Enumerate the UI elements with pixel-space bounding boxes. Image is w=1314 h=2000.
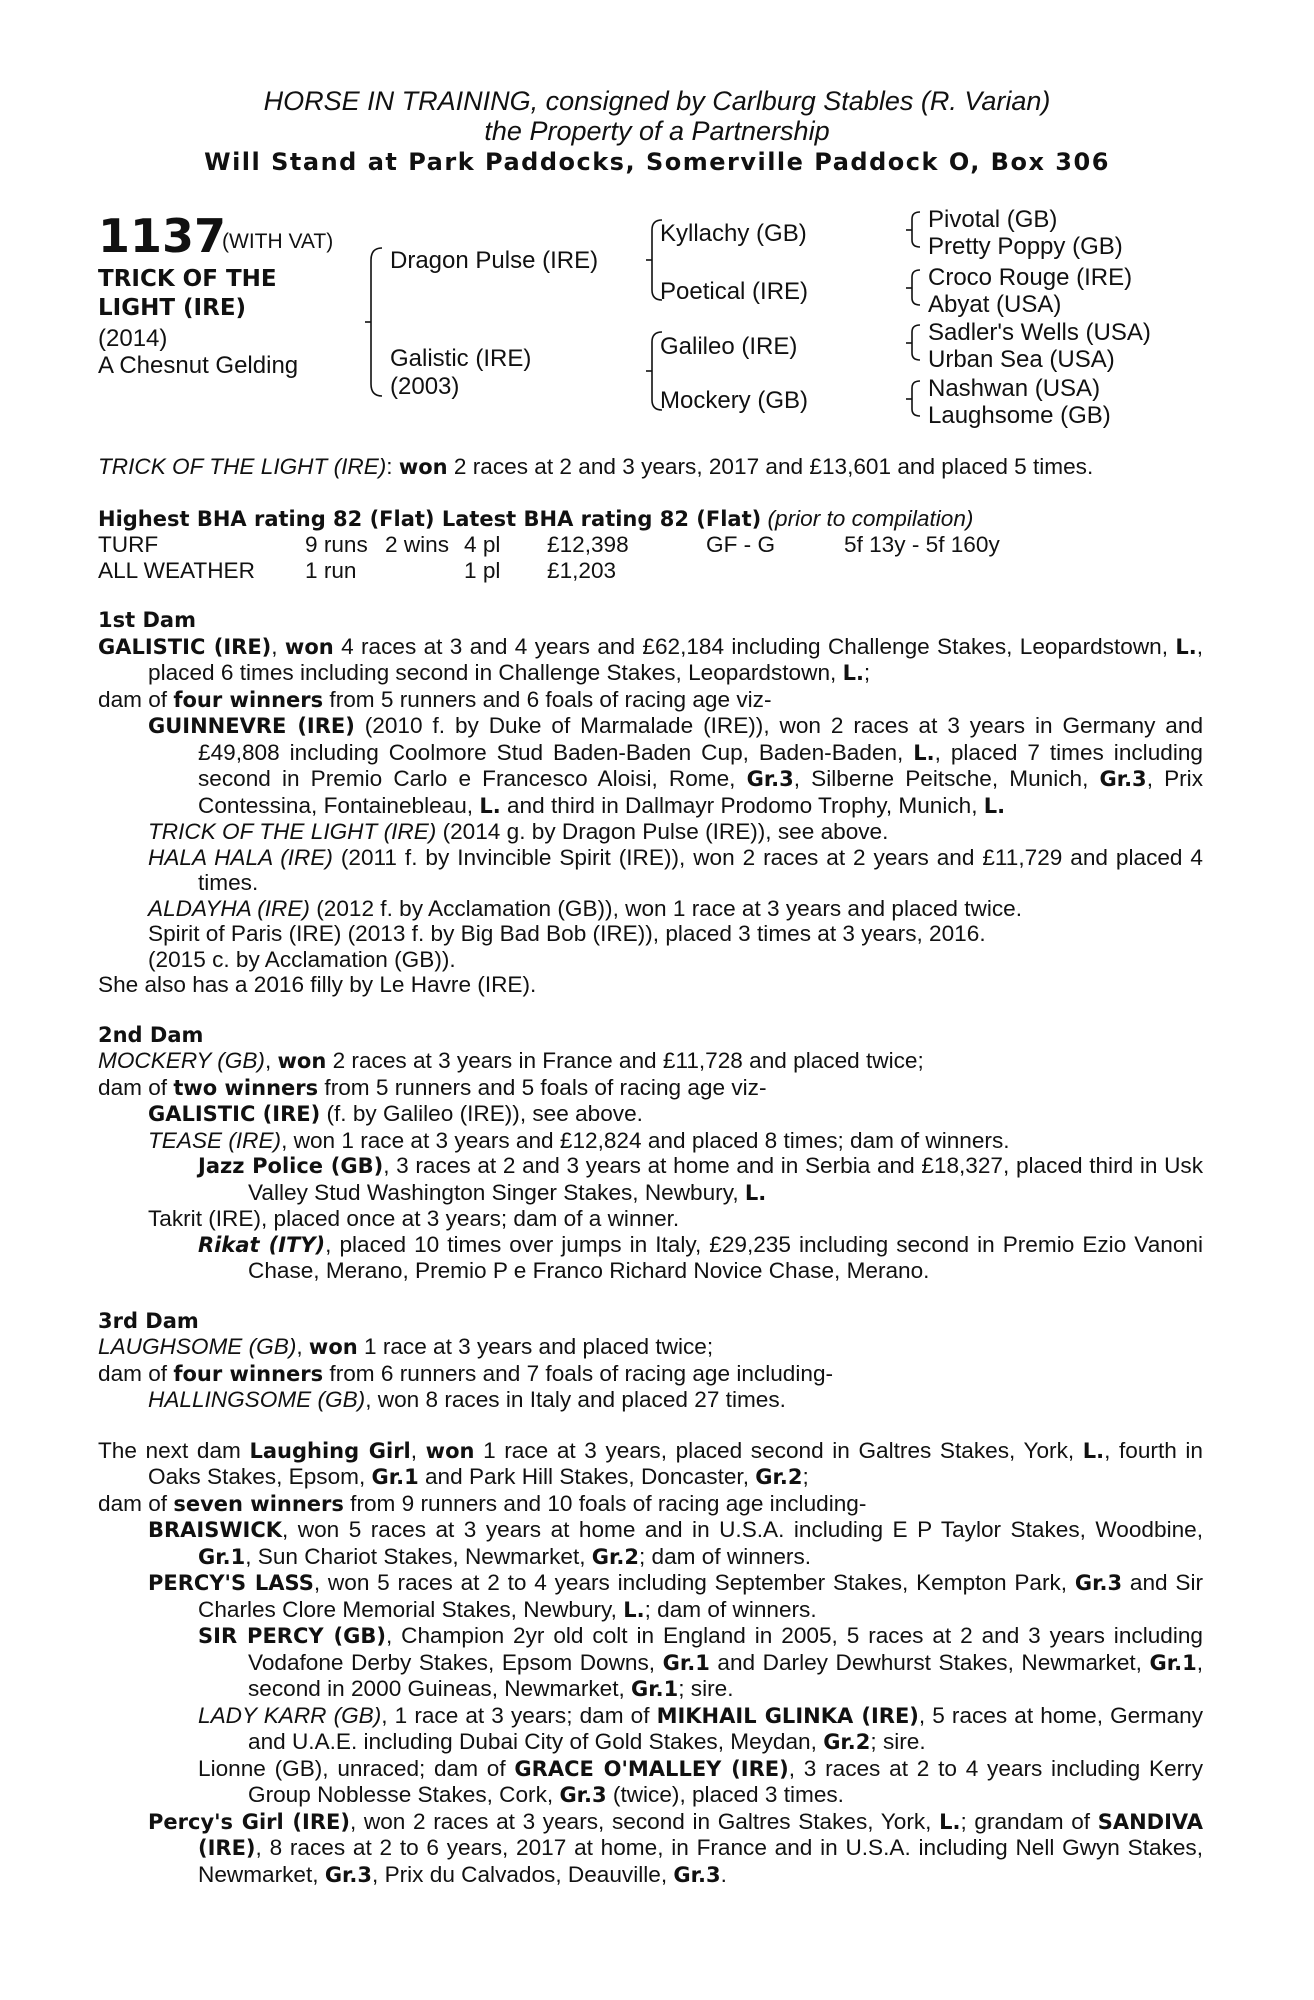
d3o1-text: , won 8 races in Italy and placed 27 times.	[365, 1387, 786, 1412]
second-dam-produce	[98, 1075, 1203, 1102]
summary-colon: :	[386, 454, 399, 479]
ndo6-listed: L.	[939, 1809, 961, 1834]
dam3-sep: ,	[296, 1334, 309, 1359]
turf-placed: 4 pl	[464, 532, 501, 557]
ndo5-text-c: (twice), placed 3 times.	[606, 1782, 844, 1807]
o2-text: (2014 g. by Dragon Pulse (IRE)), see above.	[436, 819, 889, 844]
o1-group-2: Gr.3	[1099, 767, 1147, 791]
dam1-sep: ,	[271, 633, 285, 659]
nd-name: Laughing Girl	[249, 1438, 411, 1463]
o1-text-b: , placed 7 times including second in Premio Carlo e Francesco Aloisi, Rome,	[198, 739, 1203, 791]
ndo4-text-c: ; sire.	[870, 1729, 926, 1754]
d2o5-text: , placed 10 times over jumps in Italy, £29,235 including second in Premio Ezio Vanoni Chase, Merano, Premio P e Franco Richard Novice Chase, Merano.	[248, 1231, 1203, 1283]
horse-name-line1: TRICK OF THE	[98, 266, 277, 292]
d2o1-name: GALISTIC (IRE)	[148, 1102, 321, 1126]
nd-group-1: Gr.1	[371, 1465, 419, 1489]
nd-text-a: The next dam	[98, 1437, 250, 1463]
dam3-produce-b: from 6 runners and 7 foals of racing age including-	[323, 1360, 834, 1386]
dam3-produce-a: dam of	[98, 1360, 174, 1386]
aw-prize: £1,203	[547, 557, 617, 583]
ndo2-group: Gr.3	[1074, 1571, 1123, 1595]
o4-name: ALDAYHA (IRE)	[148, 895, 310, 921]
dam1-text-a: 4 races at 3 and 4 years and £62,184 including Challenge Stakes, Leopardstown,	[333, 633, 1176, 659]
dam1-text-c: ;	[863, 660, 871, 685]
pedigree-dam-sire: Galileo (IRE)	[660, 333, 798, 360]
dam1-won: won	[284, 634, 334, 659]
ndo4-group: Gr.2	[823, 1730, 871, 1754]
horse-name-line2: LIGHT (IRE)	[98, 295, 247, 321]
pedigree-sire-sire: Kyllachy (GB)	[660, 220, 807, 247]
ndo1-text-a: , won 5 races at 3 years at home and in U.S.A. including E P Taylor Stakes, Woodbine,	[282, 1517, 1203, 1542]
nd-winners: seven winners	[173, 1491, 344, 1516]
dam2-winners: two winners	[173, 1075, 319, 1100]
pedigree-brackets	[0, 0, 1314, 440]
offspring-spirit-of-paris: Spirit of Paris (IRE) (2013 f. by Big Bad Bob (IRE)), placed 3 times at 3 years, 2016.	[148, 921, 986, 946]
dam1-produce-b: from 5 runners and 6 foals of racing age viz-	[323, 686, 772, 712]
ndo3-group-3: Gr.1	[631, 1677, 679, 1701]
pedigree-dds: Nashwan (USA)	[928, 375, 1101, 402]
dam1-listed-1: L.	[1175, 634, 1197, 659]
o3-name: HALA HALA (IRE)	[148, 844, 333, 870]
nd-sep: ,	[410, 1437, 426, 1463]
d2o2-name: TEASE (IRE)	[148, 1127, 282, 1153]
dam1-text-b: , placed 6 times including second in Challenge Stakes, Leopardstown,	[148, 633, 1203, 685]
ndo3-name: SIR PERCY (GB)	[198, 1624, 386, 1648]
ndo6-text-b: ; grandam of	[960, 1808, 1098, 1834]
ndo4-name: LADY KARR (GB)	[198, 1702, 382, 1728]
pedigree-sire: Dragon Pulse (IRE)	[390, 247, 599, 274]
turf-runs: 9 runs	[305, 532, 368, 557]
nd-produce-a: dam of	[98, 1490, 174, 1516]
rating-bold: Highest BHA rating 82 (Flat) Latest BHA rating 82 (Flat)	[98, 506, 762, 531]
ndo2-text-a: , won 5 races at 2 to 4 years including September Stakes, Kempton Park,	[313, 1570, 1075, 1595]
rating-line	[98, 506, 1203, 533]
nd-offspring-percys-lass	[98, 1570, 1203, 1623]
ndo6-text-d: , Prix du Calvados, Deauville,	[372, 1861, 674, 1887]
nd-offspring-braiswick	[98, 1517, 1203, 1570]
property-line: the Property of a Partnership	[484, 116, 830, 146]
nd-won: won	[425, 1438, 475, 1463]
second-dam-heading: 2nd Dam	[98, 1022, 204, 1047]
dam2-grandoffspring-jazz-police	[98, 1153, 1203, 1206]
ndo3-group-1: Gr.1	[662, 1650, 710, 1675]
turf-prize: £12,398	[547, 532, 629, 557]
o1-listed-2: L.	[479, 793, 501, 818]
nd-text-c: , fourth in Oaks Stakes, Epsom,	[148, 1437, 1203, 1489]
stabling-line: Will Stand at Park Paddocks, Somerville Paddock O, Box 306	[204, 148, 1110, 176]
dam1-name: GALISTIC (IRE)	[98, 634, 272, 659]
nd-grandoffspring-lady-karr	[98, 1703, 1203, 1756]
turf-wins: 2 wins	[385, 532, 450, 557]
dam2-offspring-takrit: Takrit (IRE), placed once at 3 years; dam of a winner.	[148, 1206, 680, 1231]
race-summary	[98, 454, 1203, 481]
second-dam-record	[98, 1048, 1203, 1075]
vat-label: (WITH VAT)	[222, 230, 334, 253]
ndo5-text-b: , 3 races at 2 to 4 years including Kerry Group Noblesse Stakes, Cork,	[248, 1755, 1203, 1807]
bracket-mockery	[912, 381, 920, 416]
bracket-galileo	[912, 325, 920, 360]
o1-text-d: , Prix Contessina, Fontainebleau,	[198, 766, 1203, 818]
first-dam-heading: 1st Dam	[98, 608, 196, 632]
nd-grandoffspring-lionne	[98, 1756, 1203, 1809]
ndo3-text-c: , second in 2000 Guineas, Newmarket,	[248, 1649, 1204, 1701]
third-dam-produce	[98, 1361, 1203, 1388]
d3o1-name: HALLINGSOME (GB)	[148, 1387, 366, 1412]
ndo4-text-b: , 5 races at home, Germany and U.A.E. including Dubai City of Gold Stakes, Meydan,	[248, 1702, 1204, 1754]
turf-going: GF - G	[706, 532, 776, 557]
foaling-year: (2014)	[98, 325, 168, 352]
summary-horse: TRICK OF THE LIGHT (IRE)	[98, 454, 387, 479]
ndo2-text-c: ; dam of winners.	[644, 1596, 817, 1622]
next-dam-produce	[98, 1491, 1203, 1518]
all-weather-row	[98, 558, 1203, 584]
dam2-name: MOCKERY (GB)	[98, 1048, 265, 1073]
dam3-offspring-hallingsome	[98, 1387, 1203, 1413]
nd-text-e: ;	[802, 1464, 809, 1489]
ndo6-grand: SANDIVA (IRE)	[198, 1809, 1203, 1860]
ndo6-group-2: Gr.3	[673, 1862, 721, 1887]
dam2-grandoffspring-rikat	[98, 1232, 1203, 1284]
ndo1-group-1: Gr.1	[198, 1544, 246, 1569]
o1-listed-1: L.	[913, 740, 935, 765]
ndo6-text-a: , won 2 races at 3 years, second in Galtres Stakes, York,	[349, 1808, 940, 1834]
pedigree-dss: Sadler's Wells (USA)	[928, 319, 1151, 346]
turf-label: TURF	[98, 532, 159, 557]
dam2-offspring-tease	[98, 1128, 1203, 1154]
first-dam-produce	[98, 687, 1203, 714]
o2-name: TRICK OF THE LIGHT (IRE)	[148, 819, 437, 844]
o1-listed-3: L.	[983, 793, 1006, 818]
offspring-aldayha	[98, 896, 1203, 922]
summary-won: won	[398, 455, 448, 479]
o1-group-1: Gr.3	[746, 767, 794, 791]
d2o3-text: , 3 races at 2 and 3 years at home and in Serbia and £18,327, placed third in Usk Valley Stud Washington Singer Stakes, Newbury,	[248, 1153, 1203, 1205]
dam2-won: won	[277, 1049, 327, 1073]
first-dam-record	[98, 634, 1203, 687]
nd-listed: L.	[1082, 1438, 1105, 1463]
horse-description: A Chesnut Gelding	[98, 352, 299, 379]
d2o5-name: Rikat (ITY)	[198, 1232, 326, 1257]
bracket-kyllachy	[912, 212, 920, 247]
ndo1-text-b: , Sun Chariot Stakes, Newmarket,	[245, 1543, 592, 1569]
aw-placed: 1 pl	[464, 557, 501, 583]
third-dam-heading: 3rd Dam	[98, 1308, 199, 1333]
o1-name: GUINNEVRE (IRE)	[148, 714, 355, 738]
pedigree-sss: Pivotal (GB)	[928, 206, 1058, 233]
o1-text-e: and third in Dallmayr Prodomo Trophy, Munich,	[500, 792, 984, 818]
rating-note: (prior to compilation)	[761, 505, 974, 531]
ndo6-name: Percy's Girl (IRE)	[148, 1809, 350, 1834]
dam1-2016-filly: She also has a 2016 filly by Le Havre (IRE).	[98, 972, 537, 997]
dam2-text: 2 races at 3 years in France and £11,728 and placed twice;	[326, 1048, 924, 1073]
pedigree-ssd: Pretty Poppy (GB)	[928, 233, 1123, 260]
ndo2-text-b: and Sir Charles Clore Memorial Stakes, Newbury,	[198, 1570, 1203, 1622]
dam3-text: 1 race at 3 years and placed twice;	[357, 1334, 714, 1359]
o1-text-c: , Silberne Peitsche, Munich,	[793, 766, 1100, 791]
nd-text-b: 1 race at 3 years, placed second in Galtres Stakes, York,	[474, 1437, 1083, 1463]
ndo5-winner: GRACE O'MALLEY (IRE)	[514, 1756, 789, 1781]
ndo3-text-a: , Champion 2yr old colt in England in 2005, 5 races at 2 and 3 years including Vodafone Derby Stakes, Epsom Downs,	[248, 1623, 1203, 1675]
ndo5-group: Gr.3	[559, 1783, 607, 1807]
nd-group-2: Gr.2	[755, 1465, 803, 1489]
ndo4-text-a: , 1 race at 3 years; dam of	[381, 1702, 657, 1728]
o4-text: (2012 f. by Acclamation (GB)), won 1 race at 3 years and placed twice.	[309, 895, 1022, 921]
ndo1-text-c: ; dam of winners.	[638, 1543, 812, 1569]
dam1-produce-a: dam of	[98, 686, 174, 712]
pedigree-dam-dam: Mockery (GB)	[660, 387, 809, 414]
nd-offspring-percys-girl	[98, 1809, 1203, 1889]
ndo2-name: PERCY'S LASS	[148, 1571, 314, 1595]
consignor-line: HORSE IN TRAINING, consigned by Carlburg Stables (R. Varian)	[263, 86, 1051, 116]
dam2-produce-b: from 5 runners and 5 foals of racing age viz-	[318, 1074, 767, 1100]
dam2-produce-a: dam of	[98, 1074, 174, 1100]
d2o2-text: , won 1 race at 3 years and £12,824 and placed 8 times; dam of winners.	[281, 1127, 1010, 1153]
lot-number: 1137	[98, 209, 227, 263]
dam2-sep: ,	[264, 1048, 278, 1073]
ndo3-text-b: and Darley Dewhurst Stakes, Newmarket,	[709, 1649, 1150, 1675]
offspring-guinnevre	[98, 713, 1203, 819]
ndo3-group-2: Gr.1	[1149, 1650, 1197, 1675]
d2o1-text: (f. by Galileo (IRE)), see above.	[320, 1101, 643, 1126]
summary-text: 2 races at 2 and 3 years, 2017 and £13,601 and placed 5 times.	[447, 454, 1094, 479]
next-dam-record	[98, 1438, 1203, 1491]
ndo6-text-e: .	[720, 1861, 727, 1887]
ndo4-winner: MIKHAIL GLINKA (IRE)	[656, 1703, 919, 1728]
o3-text: (2011 f. by Invincible Spirit (IRE)), won 2 races at 2 years and £11,729 and placed 4 times.	[198, 844, 1203, 895]
d2o3-listed: L.	[744, 1180, 767, 1205]
catalogue-body	[98, 454, 1203, 1888]
nd-produce-b: from 9 runners and 10 foals of racing age including-	[343, 1490, 867, 1516]
dam3-won: won	[308, 1335, 358, 1359]
offspring-hala-hala	[98, 845, 1203, 896]
ndo6-text-c: , 8 races at 2 to 6 years, 2017 at home, in France and in U.S.A. including Nell Gwyn Stakes, Newmarket,	[198, 1835, 1203, 1887]
pedigree-sdd: Abyat (USA)	[928, 291, 1062, 318]
dam3-name: LAUGHSOME (GB)	[98, 1334, 297, 1359]
pedigree-ddd: Laughsome (GB)	[928, 402, 1111, 429]
nd-grandoffspring-sir-percy	[98, 1623, 1203, 1703]
third-dam-record	[98, 1334, 1203, 1361]
nd-text-d: and Park Hill Stakes, Doncaster,	[418, 1464, 756, 1489]
bracket-poetical	[912, 270, 920, 305]
d2o3-name: Jazz Police (GB)	[198, 1154, 384, 1178]
pedigree-sds: Croco Rouge (IRE)	[928, 264, 1133, 291]
ndo2-listed: L.	[623, 1597, 645, 1622]
aw-label: ALL WEATHER	[98, 557, 255, 583]
pedigree-dam: Galistic (IRE)	[390, 345, 532, 372]
aw-runs: 1 run	[305, 557, 357, 583]
turf-distance: 5f 13y - 5f 160y	[844, 532, 1000, 557]
ndo5-text-a: Lionne (GB), unraced; dam of	[198, 1755, 515, 1781]
turf-row	[98, 532, 1203, 558]
dam1-listed-2: L.	[842, 661, 864, 685]
ndo1-group-2: Gr.2	[591, 1544, 639, 1569]
pedigree-dsd: Urban Sea (USA)	[928, 346, 1115, 373]
ndo3-text-d: ; sire.	[678, 1676, 734, 1701]
dam1-winners: four winners	[173, 687, 324, 712]
ndo6-group-1: Gr.3	[324, 1862, 373, 1887]
dam3-winners: four winners	[173, 1361, 324, 1386]
dam2-offspring-galistic	[98, 1101, 1203, 1128]
pedigree-dam-year: (2003)	[390, 373, 460, 400]
bracket-gen1	[371, 248, 382, 396]
pedigree-sire-dam: Poetical (IRE)	[660, 278, 809, 305]
offspring-2015-colt: (2015 c. by Acclamation (GB)).	[148, 946, 456, 972]
ndo1-name: BRAISWICK	[148, 1518, 283, 1542]
o1-text-a: (2010 f. by Duke of Marmalade (IRE)), won 2 races at 3 years in Germany and £49,808 including Coolmore Stud Baden-Baden Cup, Baden-Baden,	[198, 713, 1204, 765]
offspring-trick-of-the-light	[98, 819, 1203, 845]
